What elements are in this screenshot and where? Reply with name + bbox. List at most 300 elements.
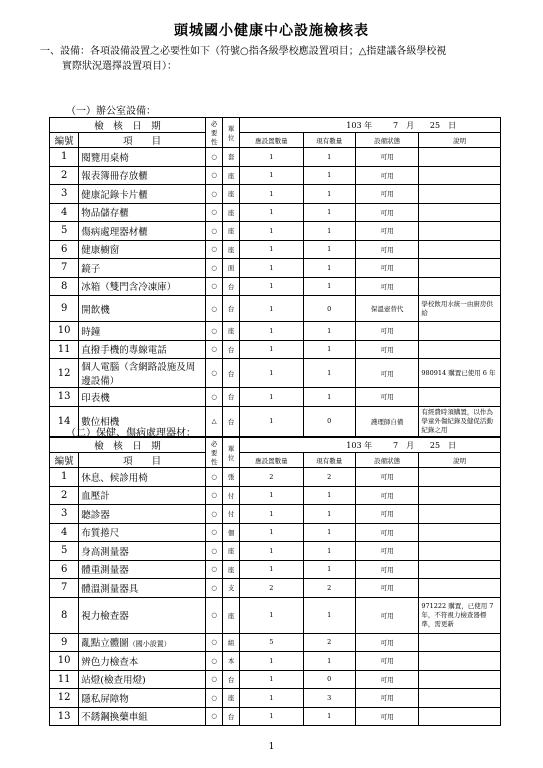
item-name-text: 隱私屏障物 (81, 693, 129, 705)
table-row (50, 542, 501, 561)
should-qty: 1 (240, 259, 303, 278)
check-year: 103 年 (346, 440, 373, 450)
should-qty: 1 (240, 670, 303, 689)
required-mark: ○ (206, 203, 223, 222)
have-qty: 1 (303, 652, 355, 671)
have-qty: 1 (303, 166, 355, 185)
table-row (50, 322, 501, 341)
unit-cell: 座 (223, 166, 240, 185)
unit-cell: 張 (223, 468, 240, 487)
intro-text (40, 44, 510, 74)
required-mark: ○ (206, 505, 223, 524)
row-number: 9 (50, 633, 79, 652)
table-row (50, 597, 501, 633)
unit-cell: 台 (223, 388, 240, 407)
status-cell: 可用 (355, 359, 418, 388)
remark-cell: 有經費時須購置，以作為學童外傷紀錄及健促活動紀錄之用 (419, 406, 501, 436)
item-name-text: 個人電腦（含網路設施及周邊設備） (81, 362, 196, 387)
remark-cell (419, 633, 501, 652)
status-cell: 可用 (355, 222, 418, 241)
row-number: 11 (50, 340, 79, 359)
page-number: 1 (268, 742, 275, 752)
have-qty: 1 (303, 486, 355, 505)
required-mark: ○ (206, 597, 223, 633)
unit-cell: 組 (223, 633, 240, 652)
item-name-text: 健康櫥窗 (81, 245, 120, 257)
have-qty: 1 (303, 222, 355, 241)
row-number: 8 (50, 277, 79, 296)
unit-cell: 座 (223, 203, 240, 222)
status-cell: 可用 (355, 240, 418, 259)
item-name-text: 視力檢查器 (81, 611, 129, 622)
status-header: 設備狀態 (355, 133, 418, 148)
remark-cell (419, 468, 501, 487)
status-cell: 可用 (355, 388, 418, 407)
item-name (79, 277, 206, 296)
required-mark: ○ (206, 523, 223, 542)
required-mark: ○ (206, 277, 223, 296)
item-name (79, 166, 206, 185)
item-name-text: 物品儲存櫃 (81, 208, 129, 220)
row-number: 1 (50, 468, 79, 487)
status-cell: 可用 (355, 185, 418, 204)
table-header-row-1 (50, 438, 501, 453)
should-qty: 1 (240, 296, 303, 322)
row-number: 13 (50, 388, 79, 407)
status-cell: 護理師自備 (355, 406, 418, 436)
remark-cell (419, 388, 501, 407)
status-cell: 可用 (355, 505, 418, 524)
required-header: 必要性 (206, 438, 223, 468)
unit-cell: 台 (223, 670, 240, 689)
row-number: 8 (50, 597, 79, 633)
unit-cell: 付 (223, 505, 240, 524)
have-qty: 1 (303, 259, 355, 278)
should-qty: 1 (240, 322, 303, 341)
required-mark: △ (206, 406, 223, 436)
item-name (79, 222, 206, 241)
table-row (50, 505, 501, 524)
unit-cell: 台 (223, 406, 240, 436)
check-month: 7 月 (392, 120, 415, 130)
row-number: 11 (50, 670, 79, 689)
unit-header: 單位 (223, 118, 240, 148)
no-header: 編號 (50, 133, 79, 148)
have-qty: 1 (303, 203, 355, 222)
unit-cell: 座 (223, 689, 240, 708)
should-qty: 1 (240, 203, 303, 222)
required-mark: ○ (206, 542, 223, 561)
check-day: 25 日 (429, 440, 457, 450)
should-qty: 1 (240, 240, 303, 259)
unit-cell: 座 (223, 322, 240, 341)
should-qty: 1 (240, 222, 303, 241)
item-name (79, 560, 206, 579)
item-name-text: 布質捲尺 (81, 528, 120, 540)
no-header: 編號 (50, 453, 79, 468)
should-qty: 1 (240, 277, 303, 296)
have-qty: 1 (303, 240, 355, 259)
check-date-value (240, 118, 501, 133)
remark-cell (419, 689, 501, 708)
check-year: 103 年 (346, 120, 373, 130)
row-number: 4 (50, 203, 79, 222)
item-name (79, 523, 206, 542)
row-number: 7 (50, 259, 79, 278)
row-number: 3 (50, 185, 79, 204)
table-row (50, 388, 501, 407)
intro-line-2: 實際狀況選擇設置項目）： (62, 61, 177, 72)
table-row (50, 277, 501, 296)
item-name-text: 時鐘 (81, 326, 101, 338)
status-cell: 可用 (355, 322, 418, 341)
remark-cell: 學校飲用水統一由廚房供給 (419, 296, 501, 322)
status-cell: 可用 (355, 579, 418, 598)
status-header: 設備狀態 (355, 453, 418, 468)
status-cell: 可用 (355, 542, 418, 561)
table-header-row-1 (50, 118, 501, 133)
item-name-text: 休息、候診用椅 (81, 472, 148, 484)
required-mark: ○ (206, 359, 223, 388)
required-mark: ○ (206, 322, 223, 341)
item-name-text: 報表簿冊存放櫃 (81, 171, 148, 183)
status-cell: 可用 (355, 340, 418, 359)
remark-cell (419, 259, 501, 278)
item-name (79, 340, 206, 359)
have-qty: 2 (303, 633, 355, 652)
have-qty: 1 (303, 277, 355, 296)
item-name (79, 597, 206, 633)
row-number: 1 (50, 148, 79, 167)
item-name (79, 185, 206, 204)
item-name-text: 體溫測量器具 (81, 583, 139, 595)
unit-cell: 座 (223, 597, 240, 633)
office-equipment-table (49, 117, 501, 437)
item-name (79, 652, 206, 671)
row-number: 5 (50, 222, 79, 241)
item-name-text: 數位相機 (81, 417, 120, 428)
unit-cell: 支 (223, 579, 240, 598)
table-row (50, 633, 501, 652)
table-row (50, 340, 501, 359)
item-name-text: 身高測量器 (81, 546, 129, 558)
have-qty: 3 (303, 689, 355, 708)
table-row (50, 359, 501, 388)
check-date-label: 檢 核 日 期 (50, 118, 206, 133)
row-number: 10 (50, 652, 79, 671)
table-row (50, 296, 501, 322)
remark-cell (419, 340, 501, 359)
unit-cell: 台 (223, 359, 240, 388)
item-header: 項 目 (79, 453, 206, 468)
should-qty: 1 (240, 388, 303, 407)
table-header-row-2 (50, 133, 501, 148)
row-number: 5 (50, 542, 79, 561)
row-number: 12 (50, 359, 79, 388)
item-name (79, 148, 206, 167)
required-header: 必要性 (206, 118, 223, 148)
status-cell: 可用 (355, 468, 418, 487)
unit-cell: 台 (223, 296, 240, 322)
section2-title: （二）保健、傷病處理器材： (66, 428, 196, 439)
have-qty: 0 (303, 670, 355, 689)
remark-cell: 971222 購置，已使用 7 年，不符視力檢查器標準，需更新 (419, 597, 501, 633)
should-qty: 5 (240, 633, 303, 652)
unit-cell: 座 (223, 240, 240, 259)
item-header: 項 目 (79, 133, 206, 148)
required-mark: ○ (206, 633, 223, 652)
item-name-text: 站燈(檢查用燈) (81, 675, 146, 687)
table-row (50, 486, 501, 505)
item-name (79, 579, 206, 598)
have-qty: 2 (303, 468, 355, 487)
have-qty-header: 現有數量 (303, 133, 355, 148)
required-mark: ○ (206, 222, 223, 241)
unit-cell: 座 (223, 185, 240, 204)
row-number: 3 (50, 505, 79, 524)
item-name-text: 亂點立體圖 (81, 638, 129, 650)
table-row (50, 222, 501, 241)
status-cell: 可用 (355, 707, 418, 726)
have-qty: 1 (303, 359, 355, 388)
remark-header: 說明 (419, 133, 501, 148)
item-name-text: 體重測量器 (81, 565, 129, 577)
status-cell: 可用 (355, 689, 418, 708)
have-qty: 0 (303, 406, 355, 436)
item-name-text: 辨色力檢查本 (81, 656, 139, 668)
unit-cell: 座 (223, 222, 240, 241)
should-qty: 2 (240, 579, 303, 598)
should-qty: 1 (240, 707, 303, 726)
status-cell: 可用 (355, 633, 418, 652)
required-mark: ○ (206, 652, 223, 671)
required-mark: ○ (206, 670, 223, 689)
status-cell: 可用 (355, 523, 418, 542)
item-name (79, 296, 206, 322)
row-number: 13 (50, 707, 79, 726)
status-cell: 可用 (355, 597, 418, 633)
table-row (50, 185, 501, 204)
item-name-text: 血壓計 (81, 491, 110, 503)
have-qty: 1 (303, 523, 355, 542)
remark-cell (419, 486, 501, 505)
have-qty: 1 (303, 505, 355, 524)
item-name (79, 542, 206, 561)
required-mark: ○ (206, 707, 223, 726)
check-day: 25 日 (429, 120, 457, 130)
remark-cell (419, 322, 501, 341)
should-qty: 1 (240, 148, 303, 167)
table-row (50, 670, 501, 689)
remark-cell: 980914 購置已使用 6 年 (419, 359, 501, 388)
item-name-text: 聽診器 (81, 509, 110, 521)
item-name-text: 不銹鋼換藥車組 (81, 712, 148, 724)
status-cell: 可用 (355, 652, 418, 671)
status-cell: 可用 (355, 148, 418, 167)
section1-title: （一）辦公室設備： (66, 106, 156, 117)
remark-header: 說明 (419, 453, 501, 468)
table-row (50, 707, 501, 726)
should-qty: 1 (240, 560, 303, 579)
table-row (50, 523, 501, 542)
item-name (79, 203, 206, 222)
unit-cell: 套 (223, 148, 240, 167)
item-name-text: 健康記錄卡片櫃 (81, 189, 148, 201)
check-date-label: 檢 核 日 期 (50, 438, 206, 453)
required-mark: ○ (206, 340, 223, 359)
should-qty: 1 (240, 406, 303, 436)
required-mark: ○ (206, 468, 223, 487)
status-cell: 可用 (355, 277, 418, 296)
unit-cell: 付 (223, 486, 240, 505)
item-name-text: 鏡子 (81, 263, 101, 275)
item-name (79, 486, 206, 505)
unit-cell: 本 (223, 652, 240, 671)
remark-cell (419, 185, 501, 204)
item-name (79, 707, 206, 726)
should-qty: 1 (240, 542, 303, 561)
item-name (79, 240, 206, 259)
unit-cell: 座 (223, 560, 240, 579)
required-mark: ○ (206, 579, 223, 598)
status-cell: 可用 (355, 670, 418, 689)
remark-cell (419, 240, 501, 259)
status-cell: 可用 (355, 560, 418, 579)
table-row (50, 166, 501, 185)
item-name-text: 開飲機 (81, 304, 110, 316)
row-number: 10 (50, 322, 79, 341)
should-qty: 1 (240, 523, 303, 542)
should-qty: 2 (240, 468, 303, 487)
row-number: 6 (50, 240, 79, 259)
required-mark: ○ (206, 166, 223, 185)
remark-cell (419, 277, 501, 296)
required-mark: ○ (206, 560, 223, 579)
unit-cell: 台 (223, 340, 240, 359)
should-qty: 1 (240, 185, 303, 204)
row-number: 2 (50, 166, 79, 185)
remark-cell (419, 542, 501, 561)
item-name (79, 468, 206, 487)
have-qty: 1 (303, 322, 355, 341)
status-cell: 可用 (355, 259, 418, 278)
should-qty-header: 應設置數量 (240, 453, 303, 468)
should-qty: 1 (240, 359, 303, 388)
required-mark: ○ (206, 388, 223, 407)
remark-cell (419, 652, 501, 671)
item-name-text: 傷病處理器材櫃 (81, 226, 148, 238)
table-row (50, 579, 501, 598)
remark-cell (419, 148, 501, 167)
remark-cell (419, 707, 501, 726)
unit-cell: 座 (223, 542, 240, 561)
remark-cell (419, 560, 501, 579)
have-qty: 1 (303, 148, 355, 167)
table-row (50, 203, 501, 222)
required-mark: ○ (206, 259, 223, 278)
item-name (79, 633, 206, 652)
item-name-text: 冰箱（雙門含冷凍庫） (81, 282, 177, 294)
check-month: 7 月 (392, 440, 415, 450)
should-qty: 1 (240, 486, 303, 505)
status-cell: 可用 (355, 486, 418, 505)
unit-cell: 個 (223, 523, 240, 542)
required-mark: ○ (206, 689, 223, 708)
table-row (50, 148, 501, 167)
table-row (50, 560, 501, 579)
item-name (79, 322, 206, 341)
remark-cell (419, 670, 501, 689)
document-title: 頭城國小健康中心設施檢核表 (174, 23, 369, 39)
remark-cell (419, 166, 501, 185)
row-number: 4 (50, 523, 79, 542)
unit-cell: 台 (223, 707, 240, 726)
should-qty: 1 (240, 505, 303, 524)
row-number: 2 (50, 486, 79, 505)
status-cell: 可用 (355, 203, 418, 222)
should-qty: 1 (240, 166, 303, 185)
required-mark: ○ (206, 296, 223, 322)
unit-cell: 台 (223, 277, 240, 296)
should-qty: 1 (240, 652, 303, 671)
item-name (79, 505, 206, 524)
remark-cell (419, 222, 501, 241)
have-qty: 1 (303, 340, 355, 359)
remark-cell (419, 579, 501, 598)
required-mark: ○ (206, 486, 223, 505)
table-row (50, 259, 501, 278)
have-qty-header: 現有數量 (303, 453, 355, 468)
row-number: 7 (50, 579, 79, 598)
item-name (79, 689, 206, 708)
item-note: （國小設置） (128, 640, 171, 649)
intro-line-1: 一、設備：各項設備設置之必要性如下（符號○指各級學校應設置項目；△指建議各級學校視 (40, 46, 447, 57)
item-name-text: 印表機 (81, 392, 110, 404)
item-name-text: 直撥手機的專線電話 (81, 345, 167, 357)
item-name (79, 670, 206, 689)
required-mark: ○ (206, 148, 223, 167)
table-row (50, 468, 501, 487)
item-name-text: 閱覽用桌椅 (81, 152, 129, 164)
should-qty-header: 應設置數量 (240, 133, 303, 148)
remark-cell (419, 505, 501, 524)
health-equipment-table (49, 437, 501, 726)
have-qty: 1 (303, 542, 355, 561)
table-row (50, 689, 501, 708)
table-row (50, 652, 501, 671)
remark-cell (419, 523, 501, 542)
table-header-row-2 (50, 453, 501, 468)
check-date-value (240, 438, 501, 453)
required-mark: ○ (206, 240, 223, 259)
status-cell: 可用 (355, 166, 418, 185)
have-qty: 1 (303, 388, 355, 407)
have-qty: 1 (303, 597, 355, 633)
row-number: 9 (50, 296, 79, 322)
unit-cell: 面 (223, 259, 240, 278)
item-name (79, 259, 206, 278)
item-name (79, 388, 206, 407)
table-row (50, 240, 501, 259)
should-qty: 1 (240, 689, 303, 708)
should-qty: 1 (240, 340, 303, 359)
row-number: 14 (50, 406, 79, 436)
should-qty: 1 (240, 597, 303, 633)
status-cell: 保溫壺替代 (355, 296, 418, 322)
item-name (79, 359, 206, 388)
have-qty: 1 (303, 707, 355, 726)
row-number: 12 (50, 689, 79, 708)
